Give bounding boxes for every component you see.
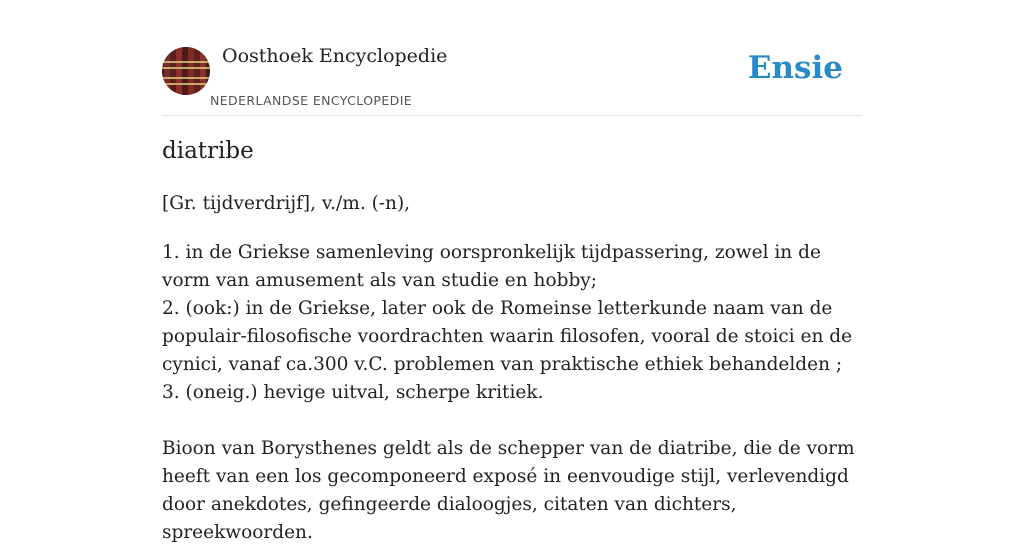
entry-body: [162, 239, 862, 547]
definition-1: 1. in de Griekse samenleving oorspronkelijk tijdpassering, zowel in de vorm van amusement als van studie en hobby;: [162, 242, 821, 291]
book-spines-logo-icon[interactable]: [162, 47, 210, 95]
ensie-brand-link[interactable]: Ensie: [747, 50, 843, 86]
page: [162, 0, 862, 543]
definition-3: 3. (oneig.) hevige uitval, scherpe kritiek.: [162, 382, 544, 403]
site-name-link[interactable]: Oosthoek Encyclopedie: [222, 45, 448, 67]
entry-title: diatribe: [162, 138, 254, 164]
entry-etymology: [Gr. tijdverdrijf], v./m. (-n),: [162, 193, 411, 214]
site-header: [162, 0, 862, 116]
site-subtitle: NEDERLANDSE ENCYCLOPEDIE: [210, 93, 413, 108]
definition-2: 2. (ook:) in de Griekse, later ook de Romeinse letterkunde naam van de populair-filosofische voordrachten waarin filosofen, vooral de stoici en de cynici, vanaf ca.300 v.C. problemen van praktische ethiek behandelden ;: [162, 298, 853, 375]
entry-paragraph: Bioon van Borysthenes geldt als de schepper van de diatribe, die de vorm heeft van een los gecomponeerd exposé in eenvoudige stijl, verlevendigd door anekdotes, gefingeerde dialoogjes, citaten van dichters, spreekwoorden.: [162, 438, 855, 543]
